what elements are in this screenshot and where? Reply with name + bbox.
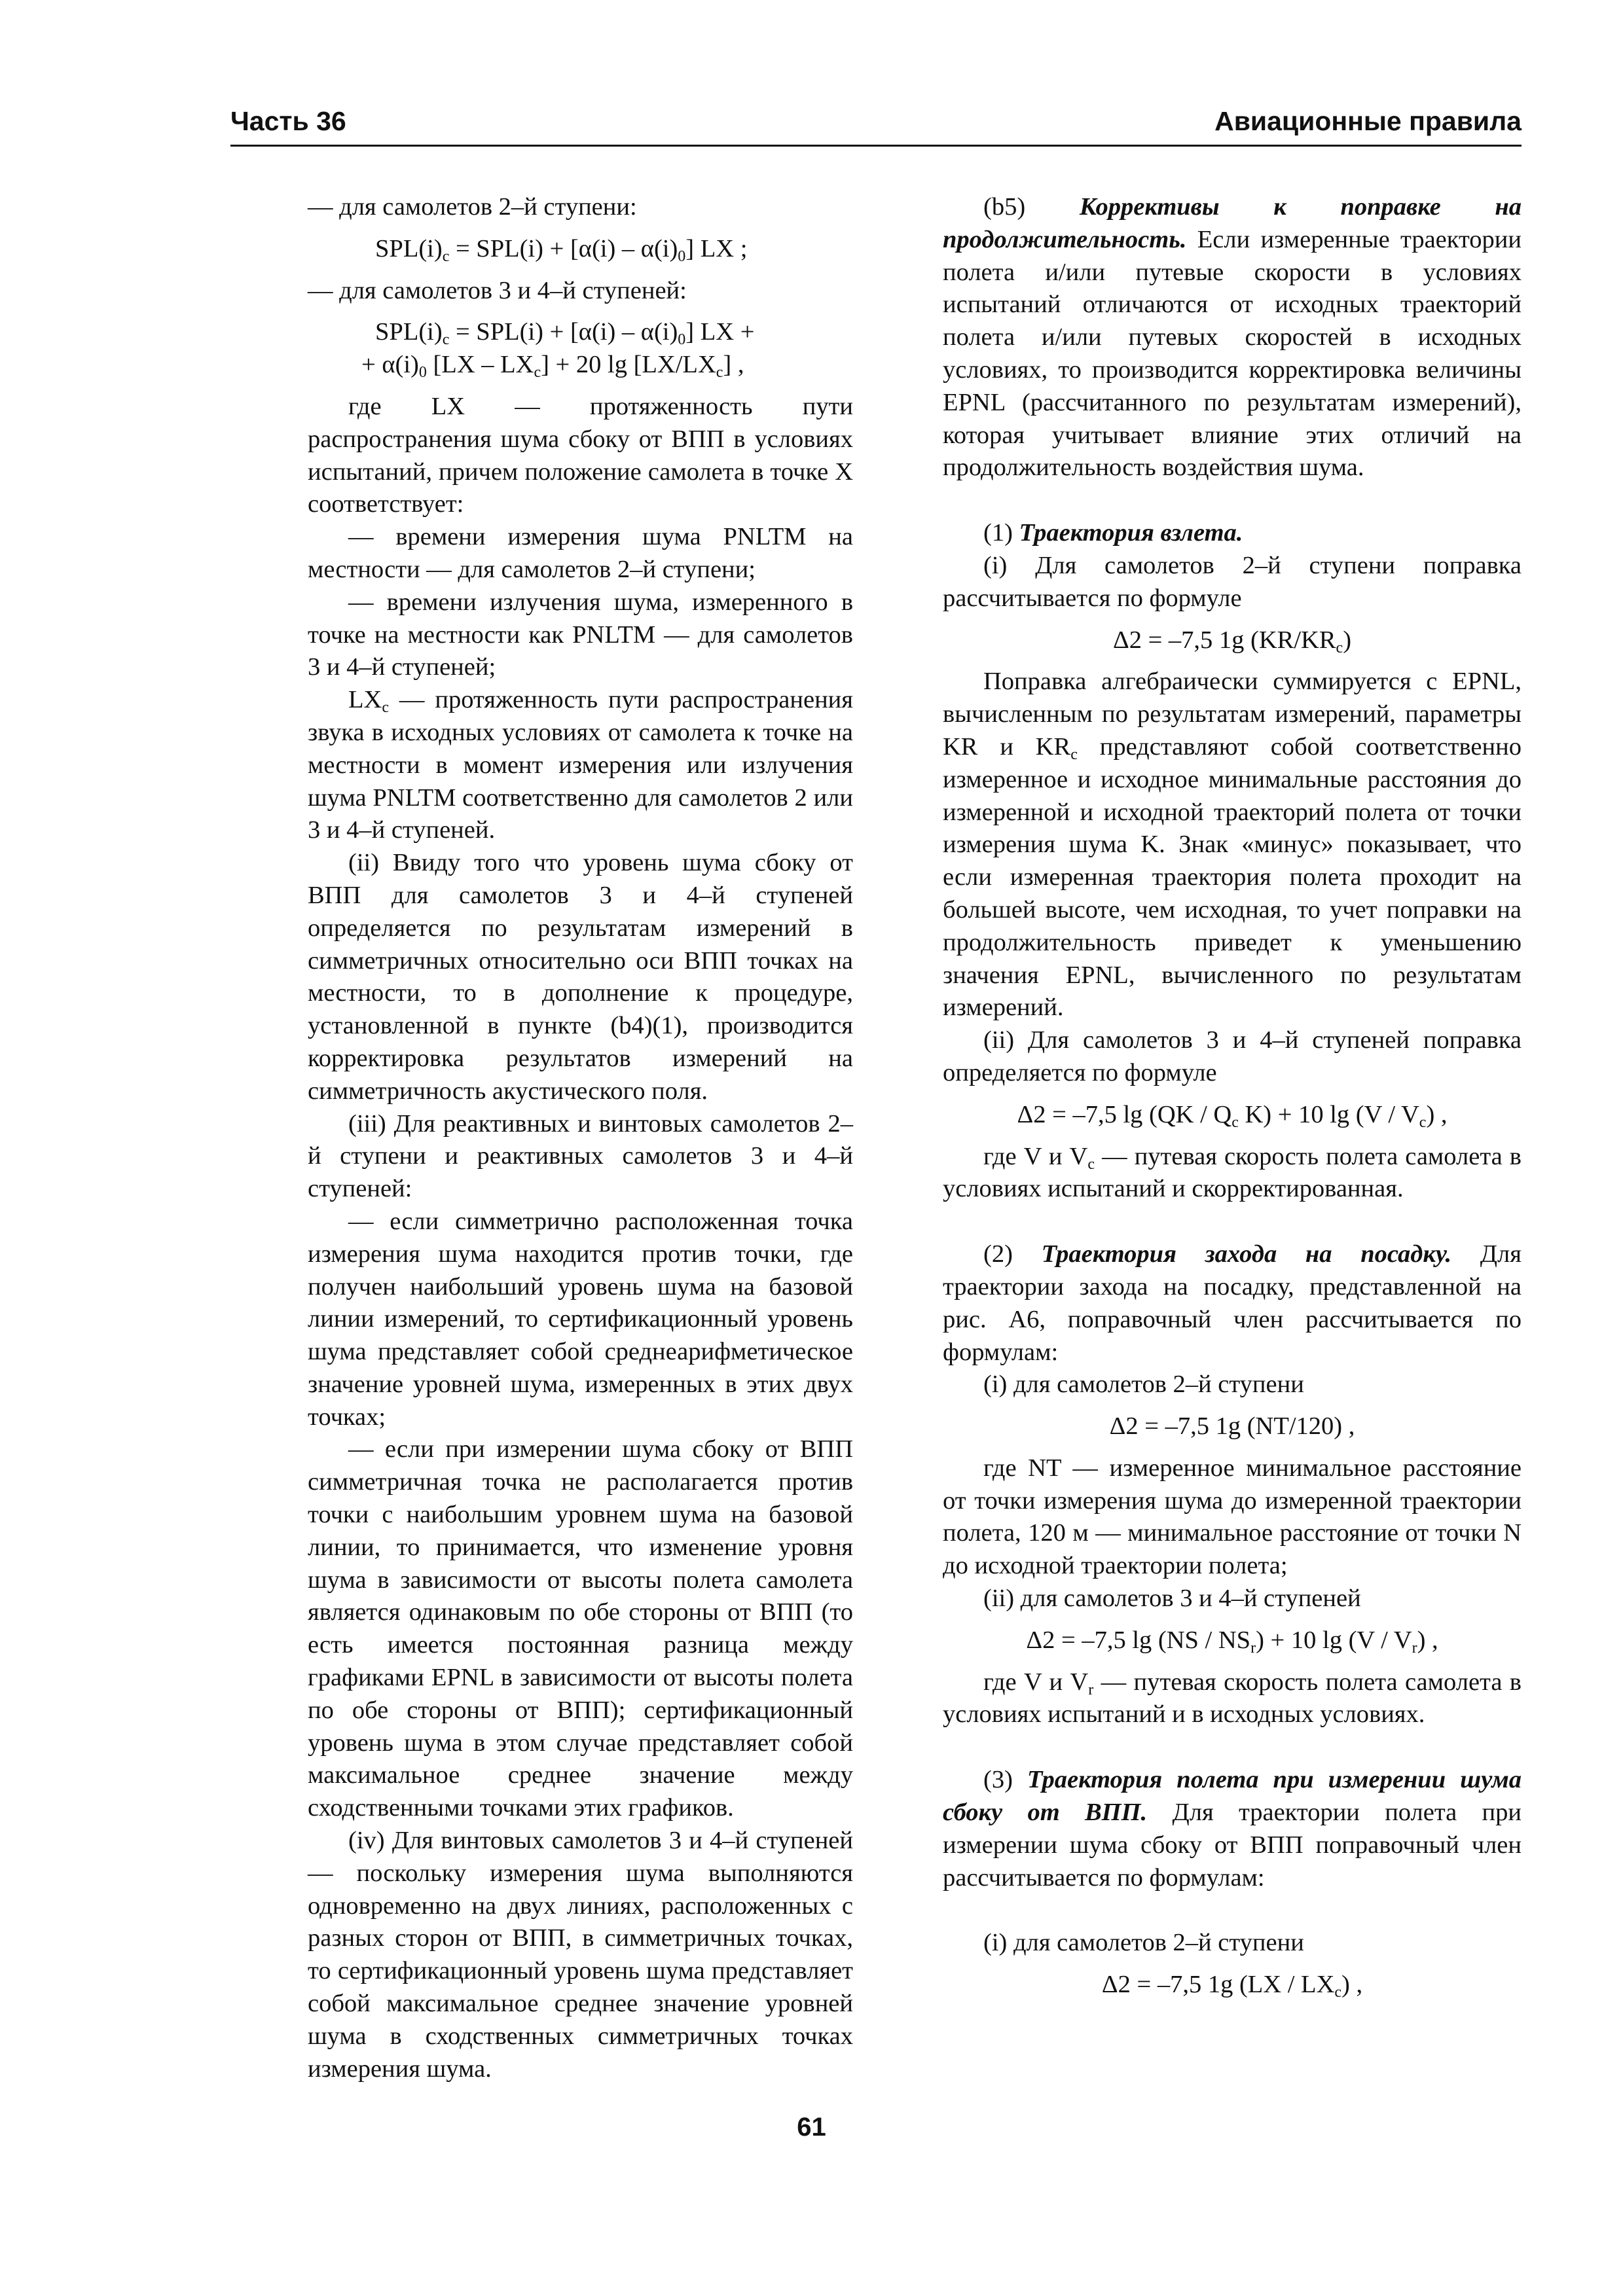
paragraph-lxc-definition: $LX_c$ — протяженность пути распространения звука в исходных условиях от самолета к точке на местности в момент измерения или излучения шума PNLTM соответственно для самолетов 2 или 3 и 4–й ступеней. (308, 686, 853, 844)
running-header (230, 105, 1522, 144)
section-b5-title: Коррективы к поправке на продолжительность. (943, 193, 1522, 253)
paragraph-emit-time: — времени излучения шума, измеренного в точке на местности как PNLTM — для самолетов 3 и 4–й ступеней; (308, 588, 853, 681)
section-2-approach: (2) Траектория захода на посадку. Для траектории захода на посадку, представленной на рис. A6, поправочный член рассчитывается по формулам: (943, 1240, 1522, 1366)
formula-approach-stage2: Δ2 = –7,5 1g (NT/120) , (1109, 1412, 1355, 1441)
header-part: Часть 36 (230, 106, 346, 136)
section-2-i: (i) для самолетов 2–й ступени (983, 1371, 1304, 1399)
formula-takeoff-stage2: Δ2 = –7,5 1g $(KR/KR_c)$ (1112, 626, 1352, 656)
section-1-ii: (ii) Для самолетов 3 и 4–й ступеней поправка определяется по формуле (943, 1026, 1522, 1086)
formula-spl-stage2: $SPL(i)_c = SPL(i) + [\alpha(i) - \alpha(i)_0]$ LX ; (375, 234, 748, 265)
paragraph-lx-definition: где LX — протяженность пути распространения шума сбоку от ВПП в условиях испытаний, причем положение самолета в точке X соответствует: (308, 392, 853, 518)
paragraph-correction-sum: Поправка алгебраически суммируется с EPNL, вычисленным по результатам измерений, параметры KR и $KR_c$ представляют собой соответственно измеренное и исходное минимальные расстояния до измеренной и исходной траекторий полета от точки измерения шума K. Знак «минус» показывает, что если измеренная траектория полета проходит на большей высоте, чем исходная, то учет поправки на продолжительность приведет к уменьшению значения EPNL, вычисленного по результатам измерений. (943, 668, 1522, 1022)
right-column (943, 191, 1522, 2001)
paragraph-ii-symmetry: (ii) Ввиду того что уровень шума сбоку от ВПП для самолетов 3 и 4–й ступеней определяется по результатам измерений в симметричных относительно оси ВПП точках на местности, то в дополнение к процедуре, установленной в пункте (b4)(1), производится корректировка результатов измерений на симметричность акустического поля. (308, 849, 853, 1105)
paragraph-iii-jet: (iii) Для реактивных и винтовых самолетов 2–й ступени и реактивных самолетов 3 и 4–й ступеней: (308, 1109, 853, 1203)
stage2-intro: — для самолетов 2–й ступени: (308, 193, 637, 221)
paragraph-nt: где NT — измеренное минимальное расстояние от точки измерения шума до измеренной траектории полета, 120 м — минимальное расстояние от точки N до исходной траектории полета; (943, 1454, 1522, 1580)
header-rule (230, 145, 1522, 147)
section-1-heading: (1) Траектория взлета. (983, 519, 1243, 547)
paragraph-dash-non-symmetric: — если при измерении шума сбоку от ВПП симметричная точка не располагается против точки с наибольшим уровнем шума на базовой линии, то принимается, что изменение уровня шума в зависимости от высоты полета самолета является одинаковым по обе стороны от ВПП (то есть имеется постоянная разница между графиками EPNL в зависимости от высоты полета по обе стороны от ВПП); сертификационный уровень шума в этом случае представляет собой максимальное среднее значение между сходственными точками этих графиков. (308, 1435, 853, 1822)
section-3-lateral: (3) Траектория полета при измерении шума сбоку от ВПП. Для траектории полета при измерении шума сбоку от ВПП поправочный член рассчитывается по формулам: (943, 1766, 1522, 1892)
formula-spl-stage34-line2: + $\alpha(i)_0$ $[LX - LX_c] + 20$ $\lg [LX/LX_c]$ , (361, 351, 744, 382)
section-b5: (b5) Коррективы к поправке на продолжительность. Если измеренные траектории полета и/или путевые скорости в условиях испытаний отличаются от исходных траекторий полета и/или путевых скоростей в исходных условиях, то производится корректировка величины EPNL (рассчитанного по результатам измерений), которая учитывает влияние этих отличий на продолжительность воздействия шума. (943, 193, 1522, 482)
paragraph-measure-time: — времени измерения шума PNLTM на местности — для самолетов 2–й ступени; (308, 523, 853, 583)
section-2-ii: (ii) для самолетов 3 и 4–й ступеней (983, 1585, 1361, 1613)
formula-approach-stage34: Δ2 = –7,5 $\lg (NS / NS_r) + 10$ $\lg (V / V_r)$ , (1026, 1626, 1438, 1657)
section-1-i: (i) Для самолетов 2–й ступени поправка рассчитывается по формуле (943, 551, 1522, 612)
paragraph-iv-propeller: (iv) Для винтовых самолетов 3 и 4–й ступеней — поскольку измерения шума выполняются одновременно на двух линиях, расположенных с разных сторон от ВПП, в симметричных точках, то сертификационный уровень шума представляет собой максимальное среднее значение уровней шума в сходственных симметричных точках измерения шума. (308, 1827, 853, 2083)
formula-lateral-stage2: Δ2 = –7,5 1g $(LX / LX_c)$ , (1101, 1971, 1363, 2001)
paragraph-v-vc: где V и $V_c$ — путевая скорость полета самолета в условиях испытаний и скорректированная. (943, 1142, 1522, 1203)
stage34-intro: — для самолетов 3 и 4–й ступеней: (308, 276, 687, 304)
left-column (308, 191, 853, 2085)
page-number: 61 (797, 2113, 826, 2142)
paragraph-dash-symmetric-point: — если симметрично расположенная точка измерения шума находится против точки, где получен наибольший уровень шума на базовой линии измерений, то сертификационный уровень шума представляет собой среднеарифметическое значение уровней шума, измеренных в этих двух точках; (308, 1207, 853, 1431)
section-3-i: (i) для самолетов 2–й ступени (983, 1929, 1304, 1957)
header-title: Авиационные правила (1214, 106, 1522, 136)
formula-spl-stage34-line1: $SPL(i)_c = SPL(i) + [\alpha(i) - \alpha(i)_0]$ LX + (375, 318, 755, 349)
paragraph-v-vr: где V и $V_r$ — путевая скорость полета самолета в условиях испытаний и в исходных условиях. (943, 1668, 1522, 1729)
formula-takeoff-stage34: Δ2 = –7,5 $\lg (QK / Q_c$ K) + 10 $\lg (V / V_c)$ , (1017, 1100, 1448, 1131)
